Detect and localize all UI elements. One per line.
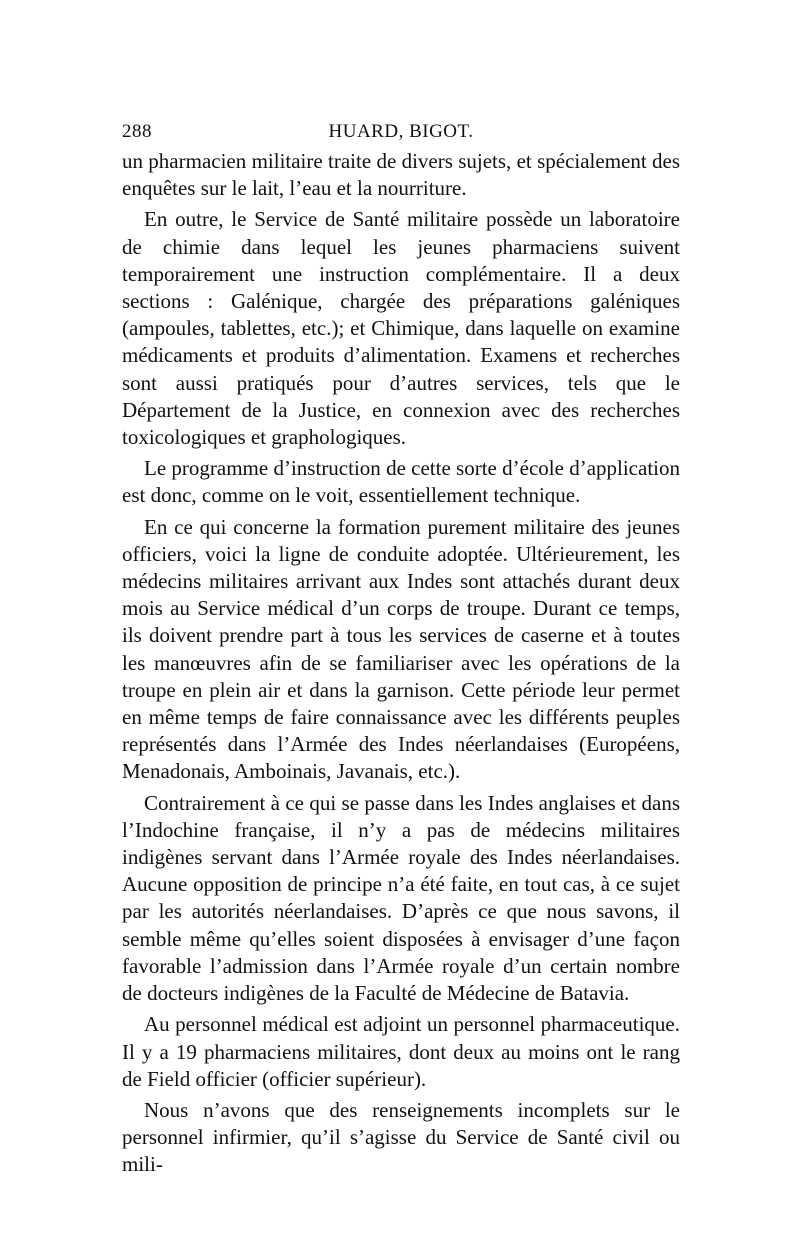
paragraph-program: Le programme d’instruction de cette sorte d’école d’application est donc, comme on le voit, essentiellement technique.: [122, 456, 680, 508]
paragraph-continued: un pharmacien militaire traite de divers sujets, et spécialement des enquêtes sur le lait, l’eau et la nourriture.: [122, 149, 680, 201]
paragraph-pharmaceutical-staff: Au personnel médical est adjoint un personnel pharmaceutique. Il y a 19 pharmaciens militaires, dont deux au moins ont le rang de Field officier (officier supérieur).: [122, 1012, 680, 1091]
running-title: HUARD, BIGOT.: [328, 121, 474, 142]
paragraph-nursing-staff: Nous n’avons que des renseignements incomplets sur le personnel infirmier, qu’il s’agisse du Service de Santé civil ou mili-: [122, 1097, 680, 1177]
running-head: [122, 118, 680, 148]
paragraph-laboratory: En outre, le Service de Santé militaire possède un laboratoire de chimie dans lequel les jeunes pharmaciens suivent temporairement une instruction complémentaire. Il a deux sections : Galénique, chargée des préparations galéniques (ampoules, tablettes, etc.); et Chimique, dans laquelle on examine médicaments et produits d’alimentation. Examens et recherches sont aussi pratiqués pour d’autres services, tels que le Département de la Justice, en connexion avec des recherches toxicologiques et graphologiques.: [122, 207, 680, 450]
book-page: [122, 118, 680, 1179]
paragraph-indigenous-doctors: Contrairement à ce qui se passe dans les Indes anglaises et dans l’Indochine française, il n’y a pas de médecins militaires indigènes servant dans l’Armée royale des Indes néerlandaises. Aucune opposition de principe n’a été faite, en tout cas, à ce sujet par les autorités néerlandaises. D’après ce que nous savons, il semble même qu’elles soient disposées à envisager d’une façon favorable l’admission dans l’Armée royale d’un certain nombre de docteurs indigènes de la Faculté de Médecine de Batavia.: [122, 790, 680, 1006]
paragraph-military-training: En ce qui concerne la formation purement militaire des jeunes officiers, voici la ligne de conduite adoptée. Ultérieurement, les médecins militaires arrivant aux Indes sont attachés durant deux mois au Service médical d’un corps de troupe. Durant ce temps, ils doivent prendre part à tous les services de caserne et à toutes les manœuvres afin de se familiariser avec les opérations de la troupe en plein air et dans la garnison. Cette période leur permet en même temps de faire connaissance avec les différents peuples représentés dans l’Armée des Indes néerlandaises (Européens, Menadonais, Amboinais, Javanais, etc.).: [122, 514, 680, 784]
page-number: 288: [122, 121, 152, 142]
